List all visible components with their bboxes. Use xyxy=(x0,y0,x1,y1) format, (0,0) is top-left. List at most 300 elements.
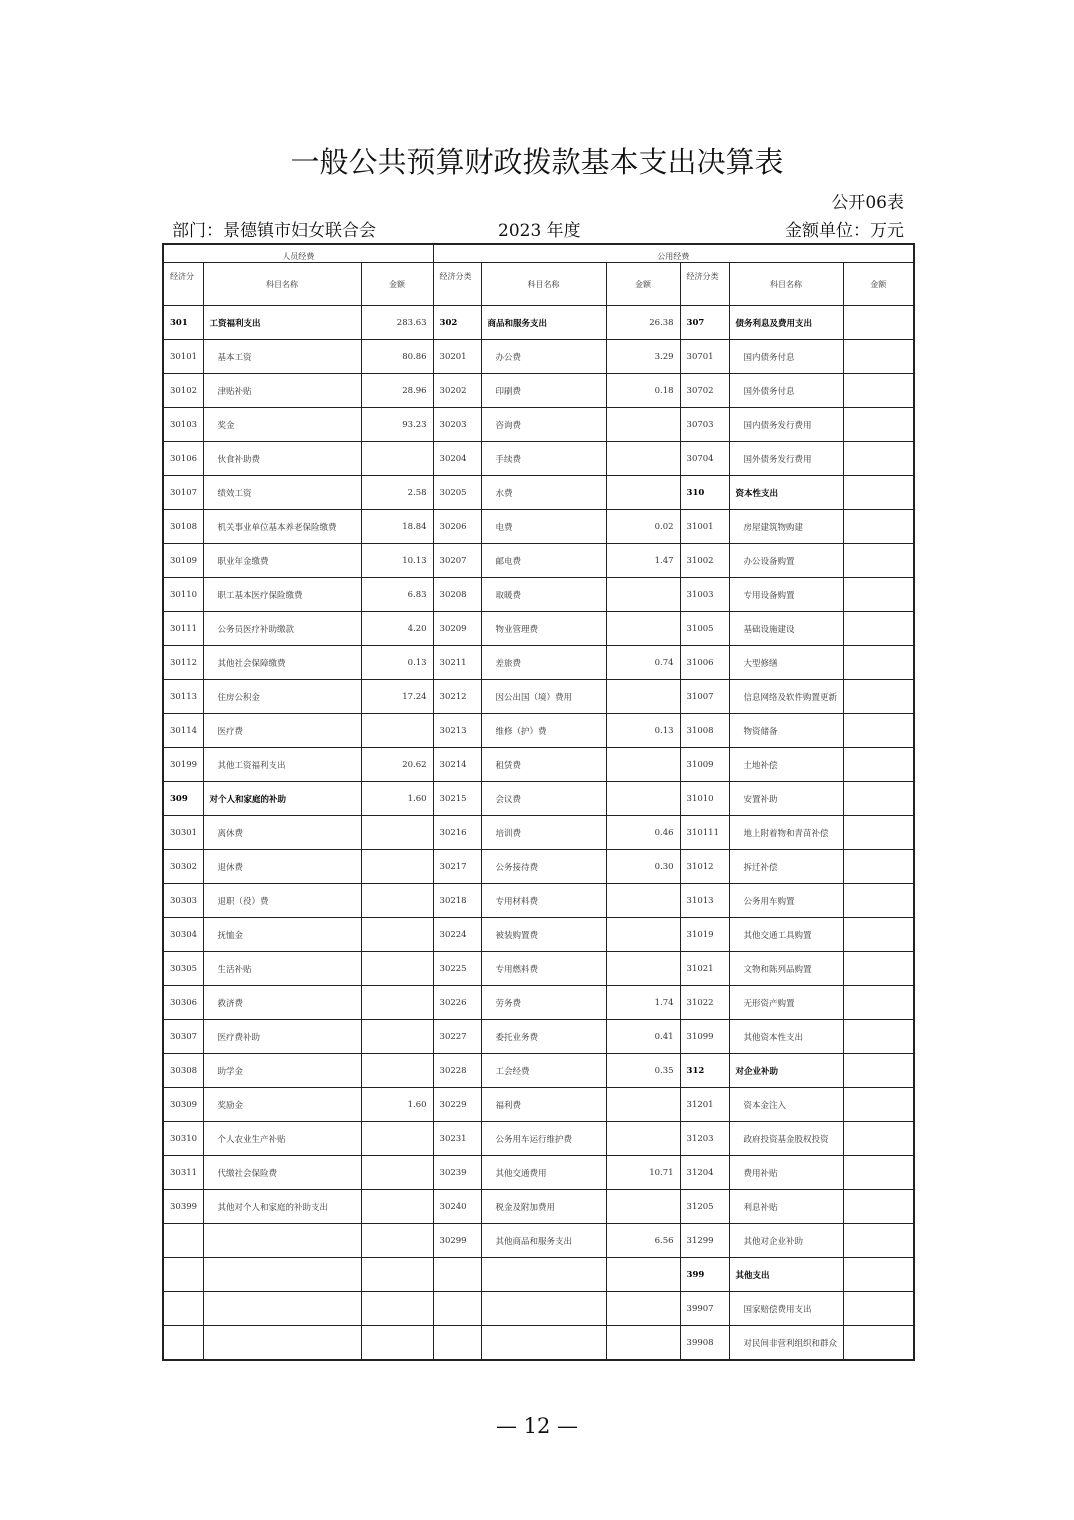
cell-code: 31019 xyxy=(680,918,729,952)
cell-code: 399 xyxy=(680,1258,729,1292)
cell-code xyxy=(163,1258,203,1292)
cell-code xyxy=(163,1224,203,1258)
cell-amount xyxy=(361,442,433,476)
cell-code: 307 xyxy=(680,306,729,340)
cell-name: 租赁费 xyxy=(481,748,606,782)
cell-code: 30240 xyxy=(433,1190,481,1224)
cell-name xyxy=(203,1292,361,1326)
table-row xyxy=(163,680,914,714)
cell-code: 30209 xyxy=(433,612,481,646)
cell-code: 31006 xyxy=(680,646,729,680)
cell-amount xyxy=(361,1122,433,1156)
cell-amount: 1.60 xyxy=(361,782,433,816)
cell-code: 30299 xyxy=(433,1224,481,1258)
cell-code: 30301 xyxy=(163,816,203,850)
cell-amount: 0.41 xyxy=(606,1020,680,1054)
cell-name: 房屋建筑物购建 xyxy=(729,510,843,544)
cell-amount xyxy=(843,782,914,816)
cell-code: 30102 xyxy=(163,374,203,408)
table-row xyxy=(163,1054,914,1088)
cell-code: 30111 xyxy=(163,612,203,646)
cell-name: 机关事业单位基本养老保险缴费 xyxy=(203,510,361,544)
cell-code: 30701 xyxy=(680,340,729,374)
cell-name: 医疗费补助 xyxy=(203,1020,361,1054)
cell-amount: 0.30 xyxy=(606,850,680,884)
cell-code: 30112 xyxy=(163,646,203,680)
column-header: 金额 xyxy=(361,263,433,306)
cell-amount xyxy=(361,1054,433,1088)
cell-code: 30214 xyxy=(433,748,481,782)
cell-name: 委托业务费 xyxy=(481,1020,606,1054)
cell-code: 30306 xyxy=(163,986,203,1020)
column-header: 金额 xyxy=(843,263,914,306)
cell-amount xyxy=(843,408,914,442)
cell-amount xyxy=(606,578,680,612)
cell-code: 30201 xyxy=(433,340,481,374)
cell-name: 公务员医疗补助缴款 xyxy=(203,612,361,646)
cell-name: 奖励金 xyxy=(203,1088,361,1122)
cell-code xyxy=(163,1326,203,1361)
cell-amount xyxy=(843,850,914,884)
cell-amount xyxy=(606,1088,680,1122)
cell-name: 债务利息及费用支出 xyxy=(729,306,843,340)
cell-name xyxy=(203,1224,361,1258)
cell-code: 30309 xyxy=(163,1088,203,1122)
cell-amount: 26.38 xyxy=(606,306,680,340)
cell-amount xyxy=(843,1156,914,1190)
table-row xyxy=(163,986,914,1020)
cell-name: 其他资本性支出 xyxy=(729,1020,843,1054)
cell-code: 30107 xyxy=(163,476,203,510)
cell-name: 其他对个人和家庭的补助支出 xyxy=(203,1190,361,1224)
cell-name: 国家赔偿费用支出 xyxy=(729,1292,843,1326)
cell-code: 310111 xyxy=(680,816,729,850)
cell-name: 基础设施建设 xyxy=(729,612,843,646)
cell-code: 302 xyxy=(433,306,481,340)
cell-name: 培训费 xyxy=(481,816,606,850)
cell-amount xyxy=(361,816,433,850)
table-row xyxy=(163,1190,914,1224)
cell-amount xyxy=(361,714,433,748)
table-row xyxy=(163,884,914,918)
cell-code: 309 xyxy=(163,782,203,816)
cell-amount: 0.46 xyxy=(606,816,680,850)
cell-name: 印刷费 xyxy=(481,374,606,408)
cell-code: 30305 xyxy=(163,952,203,986)
cell-name: 国内债务付息 xyxy=(729,340,843,374)
cell-amount xyxy=(606,918,680,952)
cell-name: 土地补偿 xyxy=(729,748,843,782)
cell-code: 30704 xyxy=(680,442,729,476)
cell-name: 对民间非营利组织和群众 xyxy=(729,1326,843,1361)
cell-code: 31203 xyxy=(680,1122,729,1156)
cell-code: 30226 xyxy=(433,986,481,1020)
cell-code: 31007 xyxy=(680,680,729,714)
cell-amount: 10.13 xyxy=(361,544,433,578)
page-number: — 12 — xyxy=(495,1414,579,1438)
cell-amount xyxy=(843,578,914,612)
cell-name: 其他工资福利支出 xyxy=(203,748,361,782)
cell-code: 31021 xyxy=(680,952,729,986)
cell-code: 30103 xyxy=(163,408,203,442)
cell-amount xyxy=(606,952,680,986)
cell-name: 救济费 xyxy=(203,986,361,1020)
cell-code: 30239 xyxy=(433,1156,481,1190)
column-header: 科目名称 xyxy=(729,263,843,306)
cell-amount xyxy=(843,306,914,340)
table-number: 公开06表 xyxy=(831,193,904,213)
cell-name: 专用设备购置 xyxy=(729,578,843,612)
cell-amount: 0.74 xyxy=(606,646,680,680)
column-header-row xyxy=(163,263,914,306)
cell-code: 30231 xyxy=(433,1122,481,1156)
cell-code: 30206 xyxy=(433,510,481,544)
cell-amount: 0.18 xyxy=(606,374,680,408)
cell-name: 维修（护）费 xyxy=(481,714,606,748)
cell-amount: 2.58 xyxy=(361,476,433,510)
cell-code: 30303 xyxy=(163,884,203,918)
table-row xyxy=(163,476,914,510)
table-row xyxy=(163,1292,914,1326)
cell-name: 被装购置费 xyxy=(481,918,606,952)
cell-name: 手续费 xyxy=(481,442,606,476)
cell-amount: 1.74 xyxy=(606,986,680,1020)
cell-name: 其他交通工具购置 xyxy=(729,918,843,952)
cell-name: 奖金 xyxy=(203,408,361,442)
cell-code: 31005 xyxy=(680,612,729,646)
cell-amount: 18.84 xyxy=(361,510,433,544)
cell-amount: 4.20 xyxy=(361,612,433,646)
cell-code: 39907 xyxy=(680,1292,729,1326)
cell-code: 30703 xyxy=(680,408,729,442)
cell-code: 30113 xyxy=(163,680,203,714)
table-row xyxy=(163,340,914,374)
cell-name: 其他支出 xyxy=(729,1258,843,1292)
cell-amount xyxy=(843,510,914,544)
cell-amount xyxy=(606,884,680,918)
cell-name: 离休费 xyxy=(203,816,361,850)
cell-name: 其他社会保障缴费 xyxy=(203,646,361,680)
cell-amount xyxy=(843,1258,914,1292)
cell-name: 费用补贴 xyxy=(729,1156,843,1190)
cell-code xyxy=(433,1326,481,1361)
cell-amount xyxy=(843,646,914,680)
cell-name: 办公费 xyxy=(481,340,606,374)
cell-name: 其他交通费用 xyxy=(481,1156,606,1190)
cell-name: 差旅费 xyxy=(481,646,606,680)
cell-code: 30225 xyxy=(433,952,481,986)
cell-name: 大型修缮 xyxy=(729,646,843,680)
column-header: 经济分类 xyxy=(680,263,729,306)
cell-amount xyxy=(606,1326,680,1361)
cell-code: 31012 xyxy=(680,850,729,884)
cell-code: 31009 xyxy=(680,748,729,782)
cell-name: 其他商品和服务支出 xyxy=(481,1224,606,1258)
cell-name: 办公设备购置 xyxy=(729,544,843,578)
column-header: 经济分类 xyxy=(433,263,481,306)
cell-amount xyxy=(843,1326,914,1361)
cell-name: 电费 xyxy=(481,510,606,544)
table-row xyxy=(163,1224,914,1258)
cell-amount: 0.13 xyxy=(361,646,433,680)
cell-name: 物资储备 xyxy=(729,714,843,748)
cell-name: 国内债务发行费用 xyxy=(729,408,843,442)
cell-amount xyxy=(843,986,914,1020)
table-row xyxy=(163,952,914,986)
cell-amount xyxy=(361,986,433,1020)
cell-code: 30310 xyxy=(163,1122,203,1156)
cell-code: 31099 xyxy=(680,1020,729,1054)
cell-code: 31003 xyxy=(680,578,729,612)
cell-code: 30224 xyxy=(433,918,481,952)
cell-code: 30114 xyxy=(163,714,203,748)
cell-code: 30307 xyxy=(163,1020,203,1054)
expenditure-table xyxy=(162,243,915,1361)
cell-name: 税金及附加费用 xyxy=(481,1190,606,1224)
cell-amount: 1.60 xyxy=(361,1088,433,1122)
cell-code: 31001 xyxy=(680,510,729,544)
cell-amount xyxy=(361,850,433,884)
cell-name: 国外债务发行费用 xyxy=(729,442,843,476)
cell-code: 30311 xyxy=(163,1156,203,1190)
cell-code xyxy=(163,1292,203,1326)
table-row xyxy=(163,816,914,850)
cell-amount: 6.56 xyxy=(606,1224,680,1258)
cell-name: 信息网络及软件购置更新 xyxy=(729,680,843,714)
cell-code: 30106 xyxy=(163,442,203,476)
cell-name: 因公出国（境）费用 xyxy=(481,680,606,714)
cell-amount xyxy=(606,680,680,714)
cell-amount xyxy=(843,748,914,782)
cell-code: 310 xyxy=(680,476,729,510)
cell-name: 劳务费 xyxy=(481,986,606,1020)
cell-name: 地上附着物和青苗补偿 xyxy=(729,816,843,850)
cell-code: 31299 xyxy=(680,1224,729,1258)
cell-name: 会议费 xyxy=(481,782,606,816)
cell-name: 福利费 xyxy=(481,1088,606,1122)
cell-name: 专用燃料费 xyxy=(481,952,606,986)
cell-code: 30109 xyxy=(163,544,203,578)
column-header: 科目名称 xyxy=(481,263,606,306)
table-row xyxy=(163,374,914,408)
cell-amount xyxy=(843,816,914,850)
cell-amount xyxy=(843,1292,914,1326)
cell-name: 对企业补助 xyxy=(729,1054,843,1088)
cell-amount xyxy=(361,1224,433,1258)
cell-amount xyxy=(843,1020,914,1054)
table-row xyxy=(163,782,914,816)
cell-code: 30108 xyxy=(163,510,203,544)
cell-amount xyxy=(606,1292,680,1326)
cell-name xyxy=(481,1326,606,1361)
cell-name: 公务用车运行维护费 xyxy=(481,1122,606,1156)
cell-code: 30216 xyxy=(433,816,481,850)
department: 部门：景德镇市妇女联合会 xyxy=(172,221,376,241)
cell-amount xyxy=(843,1088,914,1122)
table-row xyxy=(163,510,914,544)
table-row xyxy=(163,918,914,952)
cell-name: 政府投资基金股权投资 xyxy=(729,1122,843,1156)
cell-code: 30229 xyxy=(433,1088,481,1122)
cell-name: 职业年金缴费 xyxy=(203,544,361,578)
cell-code: 30302 xyxy=(163,850,203,884)
column-header: 金额 xyxy=(606,263,680,306)
cell-amount xyxy=(606,1258,680,1292)
cell-code: 31205 xyxy=(680,1190,729,1224)
cell-amount xyxy=(843,714,914,748)
cell-code: 31010 xyxy=(680,782,729,816)
cell-amount xyxy=(606,748,680,782)
cell-code: 30702 xyxy=(680,374,729,408)
cell-code: 30228 xyxy=(433,1054,481,1088)
cell-code: 30399 xyxy=(163,1190,203,1224)
cell-amount xyxy=(606,408,680,442)
cell-code: 30215 xyxy=(433,782,481,816)
cell-code: 30205 xyxy=(433,476,481,510)
cell-code: 31013 xyxy=(680,884,729,918)
cell-name: 伙食补助费 xyxy=(203,442,361,476)
cell-name: 退休费 xyxy=(203,850,361,884)
cell-name xyxy=(203,1326,361,1361)
cell-amount xyxy=(361,1190,433,1224)
amount-unit: 金额单位：万元 xyxy=(785,221,904,241)
table-row xyxy=(163,1088,914,1122)
cell-amount xyxy=(361,884,433,918)
cell-amount xyxy=(843,476,914,510)
cell-amount: 10.71 xyxy=(606,1156,680,1190)
cell-name: 津贴补贴 xyxy=(203,374,361,408)
cell-amount xyxy=(606,1190,680,1224)
table-row xyxy=(163,1326,914,1361)
table-row xyxy=(163,850,914,884)
cell-amount xyxy=(606,782,680,816)
cell-name: 拆迁补偿 xyxy=(729,850,843,884)
cell-amount: 3.29 xyxy=(606,340,680,374)
cell-name: 资本金注入 xyxy=(729,1088,843,1122)
cell-amount: 17.24 xyxy=(361,680,433,714)
cell-amount xyxy=(361,1326,433,1361)
cell-amount xyxy=(843,340,914,374)
cell-amount: 6.83 xyxy=(361,578,433,612)
cell-amount xyxy=(361,952,433,986)
cell-code: 30227 xyxy=(433,1020,481,1054)
cell-code: 30199 xyxy=(163,748,203,782)
cell-name: 其他对企业补助 xyxy=(729,1224,843,1258)
table-row xyxy=(163,1156,914,1190)
cell-code: 312 xyxy=(680,1054,729,1088)
cell-amount xyxy=(606,1122,680,1156)
cell-amount: 93.23 xyxy=(361,408,433,442)
table-row xyxy=(163,544,914,578)
cell-amount xyxy=(361,1020,433,1054)
cell-amount xyxy=(843,884,914,918)
cell-amount: 80.86 xyxy=(361,340,433,374)
table-row xyxy=(163,1258,914,1292)
table-row xyxy=(163,408,914,442)
cell-amount xyxy=(361,1156,433,1190)
cell-name: 安置补助 xyxy=(729,782,843,816)
cell-amount: 0.35 xyxy=(606,1054,680,1088)
cell-amount xyxy=(843,1054,914,1088)
cell-amount xyxy=(843,680,914,714)
cell-amount xyxy=(361,1292,433,1326)
table-row xyxy=(163,612,914,646)
cell-code: 30110 xyxy=(163,578,203,612)
cell-name: 工会经费 xyxy=(481,1054,606,1088)
cell-name: 基本工资 xyxy=(203,340,361,374)
cell-amount: 28.96 xyxy=(361,374,433,408)
cell-amount xyxy=(843,952,914,986)
cell-name: 取暖费 xyxy=(481,578,606,612)
cell-name: 工资福利支出 xyxy=(203,306,361,340)
cell-name: 无形资产购置 xyxy=(729,986,843,1020)
cell-amount xyxy=(606,442,680,476)
cell-amount xyxy=(843,612,914,646)
cell-name xyxy=(203,1258,361,1292)
cell-name: 职工基本医疗保险缴费 xyxy=(203,578,361,612)
table-row xyxy=(163,714,914,748)
cell-amount: 0.13 xyxy=(606,714,680,748)
cell-name: 商品和服务支出 xyxy=(481,306,606,340)
table-row xyxy=(163,578,914,612)
cell-name: 文物和陈列品购置 xyxy=(729,952,843,986)
cell-amount xyxy=(843,374,914,408)
cell-name: 住房公积金 xyxy=(203,680,361,714)
cell-amount: 20.62 xyxy=(361,748,433,782)
cell-amount xyxy=(843,1122,914,1156)
cell-code: 31201 xyxy=(680,1088,729,1122)
cell-name: 绩效工资 xyxy=(203,476,361,510)
cell-code: 30308 xyxy=(163,1054,203,1088)
cell-code: 30101 xyxy=(163,340,203,374)
table-row xyxy=(163,748,914,782)
table-row xyxy=(163,1122,914,1156)
cell-name: 邮电费 xyxy=(481,544,606,578)
cell-name: 物业管理费 xyxy=(481,612,606,646)
cell-code: 301 xyxy=(163,306,203,340)
cell-code: 39908 xyxy=(680,1326,729,1361)
fiscal-year: 2023 年度 xyxy=(498,221,581,241)
cell-amount: 0.02 xyxy=(606,510,680,544)
cell-amount: 283.63 xyxy=(361,306,433,340)
cell-name: 公务接待费 xyxy=(481,850,606,884)
cell-amount xyxy=(843,918,914,952)
cell-name: 个人农业生产补贴 xyxy=(203,1122,361,1156)
cell-code: 30304 xyxy=(163,918,203,952)
cell-amount xyxy=(606,612,680,646)
cell-name: 医疗费 xyxy=(203,714,361,748)
cell-code: 30218 xyxy=(433,884,481,918)
cell-amount xyxy=(843,1190,914,1224)
cell-amount xyxy=(843,544,914,578)
cell-code: 30204 xyxy=(433,442,481,476)
column-header: 经济分 xyxy=(163,263,203,306)
cell-name xyxy=(481,1292,606,1326)
cell-name: 水费 xyxy=(481,476,606,510)
cell-code: 31002 xyxy=(680,544,729,578)
cell-code: 31022 xyxy=(680,986,729,1020)
cell-name: 国外债务付息 xyxy=(729,374,843,408)
cell-name: 咨询费 xyxy=(481,408,606,442)
cell-amount: 1.47 xyxy=(606,544,680,578)
cell-name: 生活补贴 xyxy=(203,952,361,986)
group-header-row xyxy=(163,244,914,263)
table-row xyxy=(163,1020,914,1054)
cell-amount xyxy=(606,476,680,510)
cell-code: 31008 xyxy=(680,714,729,748)
cell-code xyxy=(433,1258,481,1292)
cell-name: 代缴社会保险费 xyxy=(203,1156,361,1190)
